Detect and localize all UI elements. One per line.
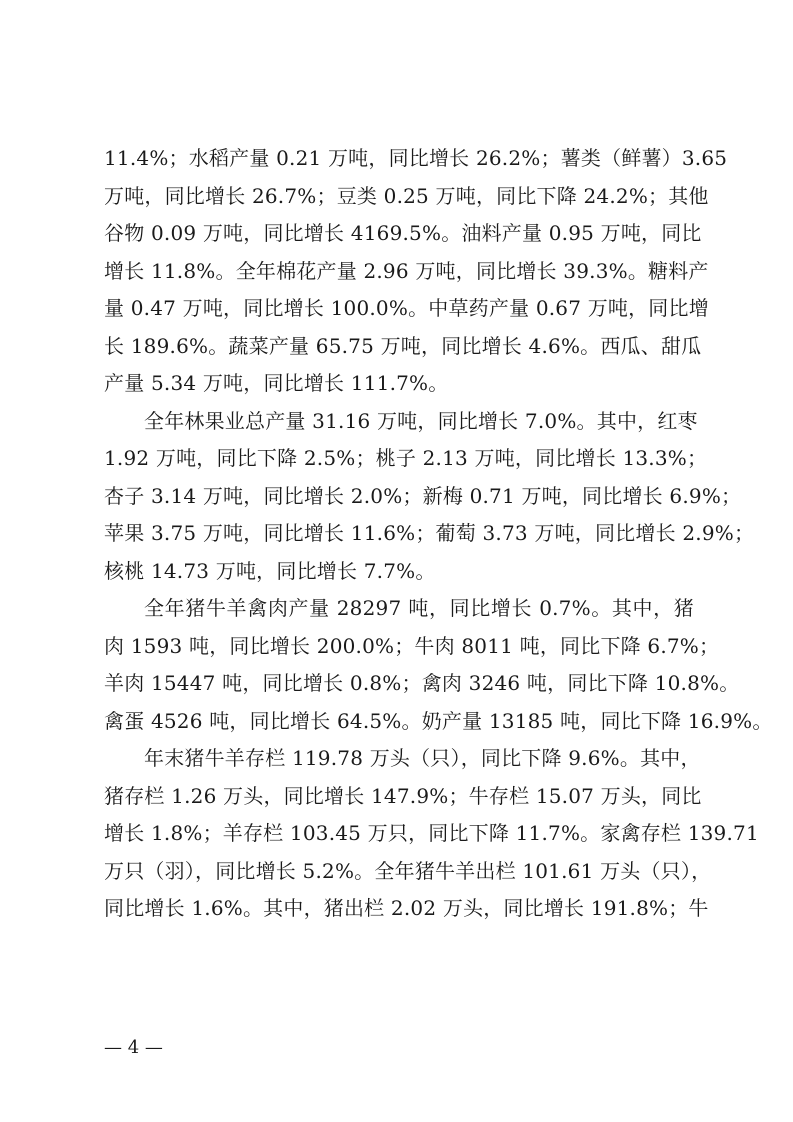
paragraph-crop-output	[104, 140, 728, 403]
text-line: 万吨，同比增长 26.7%；豆类 0.25 万吨，同比下降 24.2%；其他	[104, 183, 709, 208]
text-line: 肉 1593 吨，同比增长 200.0%；牛肉 8011 吨，同比下降 6.7%；	[104, 633, 720, 658]
text-line: 长 189.6%。蔬菜产量 65.75 万吨，同比增长 4.6%。西瓜、甜瓜	[104, 333, 702, 358]
text-line: 核桃 14.73 万吨，同比增长 7.7%。	[104, 558, 436, 583]
text-line: 谷物 0.09 万吨，同比增长 4169.5%。油料产量 0.95 万吨，同比	[104, 221, 702, 245]
text-line: 增长 1.8%；羊存栏 103.45 万只，同比下降 11.7%。家禽存栏 139.71	[104, 821, 759, 845]
text-line: 羊肉 15447 吨，同比增长 0.8%；禽肉 3246 吨，同比下降 10.8%。	[104, 671, 740, 695]
paragraph-meat-output	[104, 590, 773, 740]
text-line: 量 0.47 万吨，同比增长 100.0%。中草药产量 0.67 万吨，同比增	[104, 296, 709, 320]
text-line: 1.92 万吨，同比下降 2.5%；桃子 2.13 万吨，同比增长 13.3%；	[104, 446, 708, 470]
text-line: 禽蛋 4526 吨，同比增长 64.5%。奶产量 13185 吨，同比下降 16.9%。	[104, 708, 773, 733]
text-line: 杏子 3.14 万吨，同比增长 2.0%；新梅 0.71 万吨，同比增长 6.9%；	[104, 483, 742, 508]
text-line: 万只（羽），同比增长 5.2%。全年猪牛羊出栏 101.61 万头（只），	[104, 858, 712, 883]
paragraph-livestock-stock	[104, 740, 759, 928]
paragraph-fruit-output	[104, 403, 755, 591]
page-number: — 4 —	[104, 1037, 163, 1058]
text-line: 产量 5.34 万吨，同比增长 111.7%。	[104, 371, 449, 395]
text-line: 全年猪牛羊禽肉产量 28297 吨，同比增长 0.7%。其中，猪	[144, 596, 694, 620]
text-line: 全年林果业总产量 31.16 万吨，同比增长 7.0%。其中，红枣	[144, 408, 698, 433]
text-line: 苹果 3.75 万吨，同比增长 11.6%；葡萄 3.73 万吨，同比增长 2.9%；	[104, 521, 755, 545]
text-line: 11.4%；水稻产量 0.21 万吨，同比增长 26.2%；薯类（鲜薯）3.65	[104, 146, 728, 170]
text-line: 猪存栏 1.26 万头，同比增长 147.9%；牛存栏 15.07 万头，同比	[104, 783, 702, 808]
document-body	[104, 140, 773, 928]
text-line: 增长 11.8%。全年棉花产量 2.96 万吨，同比增长 39.3%。糖料产	[104, 258, 709, 283]
text-line: 同比增长 1.6%。其中，猪出栏 2.02 万头，同比增长 191.8%；牛	[104, 896, 709, 920]
text-line: 年末猪牛羊存栏 119.78 万头（只），同比下降 9.6%。其中，	[144, 746, 701, 770]
